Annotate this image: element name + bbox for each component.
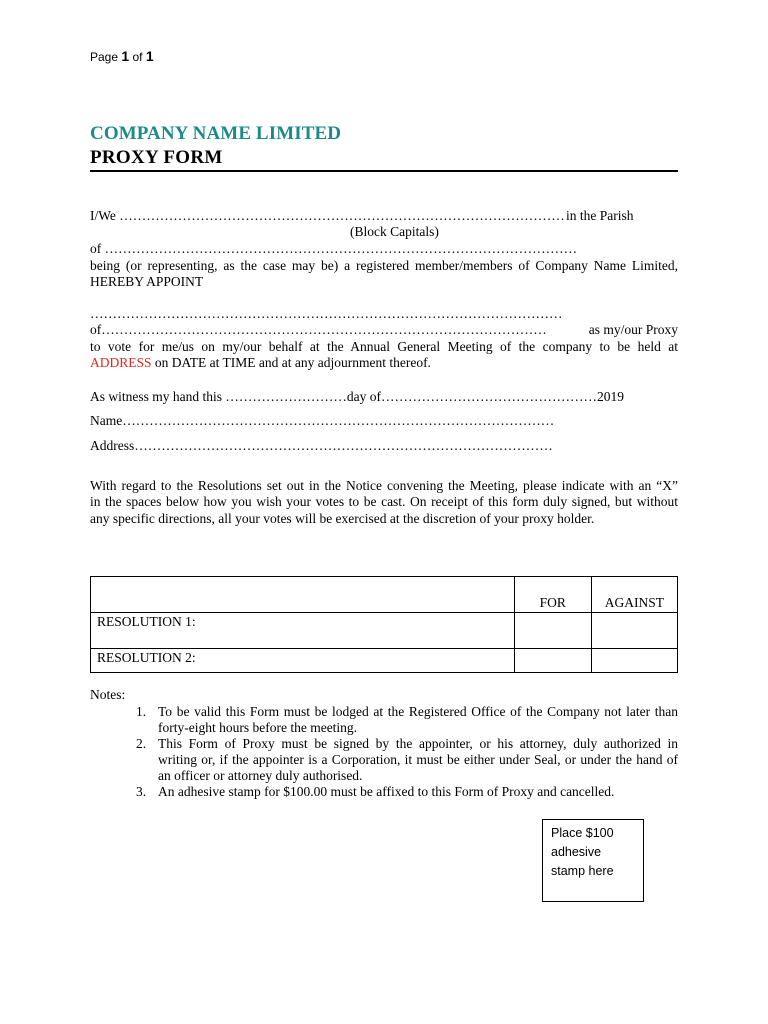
header-blank-cell — [91, 577, 515, 613]
resolution-1-against-box[interactable] — [591, 613, 677, 649]
against-column-header: AGAINST — [591, 577, 677, 613]
page-number: Page 1 of 1 — [90, 48, 154, 64]
meeting-details: ADDRESS on DATE at TIME and at any adjournment thereof. — [90, 355, 431, 370]
resolution-2-for-box[interactable] — [514, 649, 591, 673]
witness-line: As witness my hand this ………………………day of…………………………………………2019 — [90, 389, 624, 404]
member-statement: being (or representing, as the case may be) a registered member/members of Company Name Limited, — [90, 258, 678, 273]
title-rule — [90, 170, 678, 172]
signer-name-line: Name…………………………………………………………………………………… — [90, 413, 555, 428]
resolution-1-for-box[interactable] — [514, 613, 591, 649]
vote-statement: to vote for me/us on my/our behalf at the Annual General Meeting of the company to be held at — [90, 339, 678, 354]
name-line: I/We ……………………………………………………………………………………… in the Parish — [90, 208, 634, 223]
stamp-box-label: Place $100 adhesive stamp here — [551, 826, 614, 878]
proxy-of-line: of……………………………………………………………………………………… as my/our Proxy — [90, 322, 678, 337]
list-item: 3. An adhesive stamp for $100.00 must be affixed to this Form of Proxy and cancelled. — [136, 784, 615, 799]
block-capitals-note: (Block Capitals) — [350, 224, 439, 239]
notes-label: Notes: — [90, 687, 126, 702]
company-name: COMPANY NAME LIMITED — [90, 123, 342, 144]
list-item: 2. This Form of Proxy must be signed by the appointer, or his attorney, duly authorized in writing or, if the appointer is a Corporation, it must be either under Seal, or under the hand of an officer or attorney duly authorised. — [136, 736, 678, 783]
resolution-label: RESOLUTION 1: — [91, 613, 515, 649]
proxy-name-line: …………………………………………………………………………………………… — [90, 306, 563, 321]
table-row — [91, 649, 678, 673]
instructions-line-3: any specific directions, all your votes will be exercised at the discretion of your proxy holder. — [90, 511, 595, 526]
resolution-2-against-box[interactable] — [591, 649, 677, 673]
form-title: PROXY FORM — [90, 147, 223, 168]
resolutions-table — [90, 576, 678, 673]
table-header-row — [91, 577, 678, 613]
notes-list — [90, 704, 678, 800]
table-row — [91, 613, 678, 649]
stamp-box — [542, 819, 644, 902]
resolution-label: RESOLUTION 2: — [91, 649, 515, 673]
for-column-header: FOR — [514, 577, 591, 613]
hereby-appoint: HEREBY APPOINT — [90, 274, 204, 289]
signer-address-line: Address………………………………………………………………………………… — [90, 438, 553, 453]
address-placeholder: ADDRESS — [90, 355, 152, 370]
instructions-line-2: in the spaces below how you wish your votes to be cast. On receipt of this form duly signed, but without — [90, 494, 678, 509]
instructions-line-1: With regard to the Resolutions set out in the Notice convening the Meeting, please indicate with an “X” — [90, 478, 678, 493]
list-item: 1. To be valid this Form must be lodged at the Registered Office of the Company not later than forty-eight hours before the meeting. — [136, 704, 678, 735]
parish-line: of …………………………………………………………………………………………… — [90, 241, 578, 256]
